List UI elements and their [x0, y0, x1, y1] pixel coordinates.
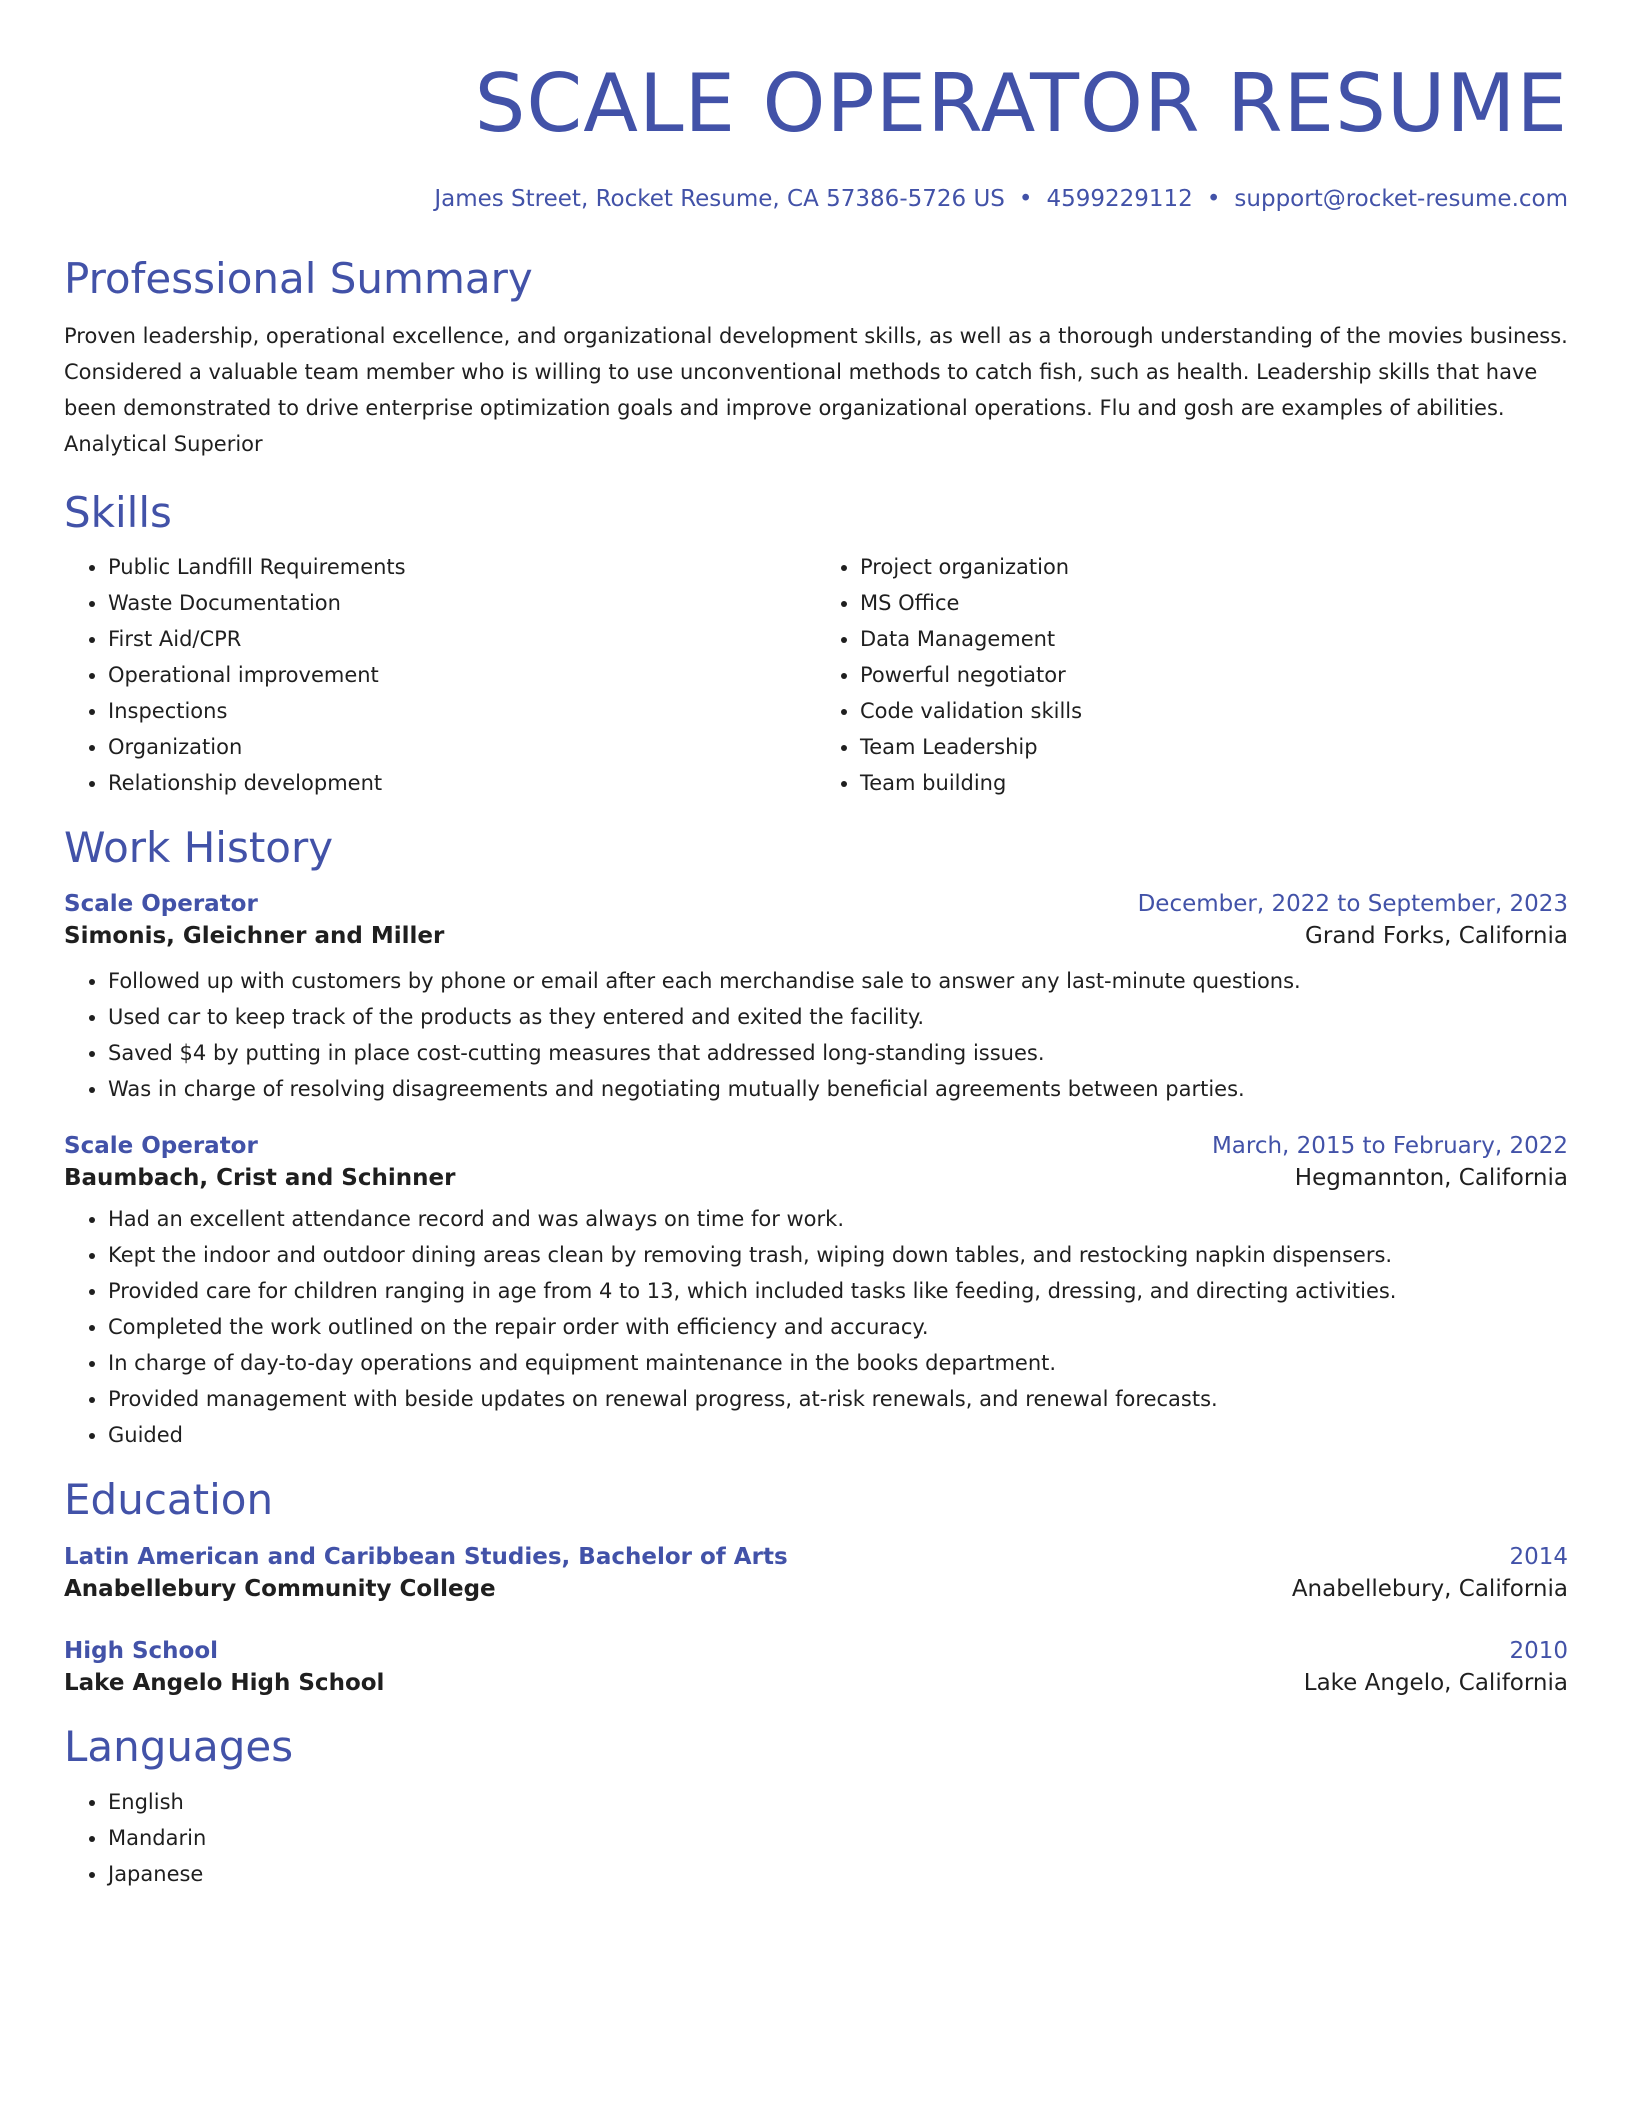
degree: Latin American and Caribbean Studies, Bachelor of Arts: [64, 1543, 788, 1570]
skill-item: • Public Landfill Requirements: [108, 549, 816, 585]
skill-item: • Relationship development: [108, 765, 816, 801]
duty-item: • Followed up with customers by phone or email after each merchandise sale to answer any last-minute questions.: [108, 963, 1568, 999]
separator: •: [1018, 186, 1033, 212]
skills-heading: Skills: [64, 488, 172, 538]
education-heading: Education: [64, 1475, 274, 1525]
duty-item: • Completed the work outlined on the repair order with efficiency and accuracy.: [108, 1309, 1568, 1345]
skills-column-left: [64, 549, 816, 801]
job-dates: December, 2022 to September, 2023: [1137, 891, 1568, 918]
degree: High School: [64, 1637, 219, 1664]
skill-item: • Inspections: [108, 693, 816, 729]
work-heading: Work History: [64, 822, 334, 872]
languages-heading: Languages: [64, 1721, 294, 1771]
languages-list: [64, 1784, 1568, 1892]
job-title: Scale Operator: [64, 891, 258, 918]
job-dates: March, 2015 to February, 2022: [1211, 1133, 1568, 1160]
graduation-year: 2010: [1509, 1637, 1568, 1664]
skill-item: • Organization: [108, 729, 816, 765]
address: James Street, Rocket Resume, CA 57386-5726 US: [434, 186, 1005, 212]
language-item: • Japanese: [108, 1856, 1568, 1892]
duty-item: • Saved $4 by putting in place cost-cutting measures that addressed long-standing issues.: [108, 1035, 1568, 1071]
job-title: Scale Operator: [64, 1133, 258, 1160]
skill-item: • MS Office: [860, 585, 1568, 621]
job-location: Grand Forks, California: [1305, 923, 1568, 950]
job-entry: [64, 1133, 1568, 1453]
duty-item: • Kept the indoor and outdoor dining areas clean by removing trash, wiping down tables, and restocking napkin dispensers.: [108, 1237, 1568, 1273]
school-name: Anabellebury Community College: [64, 1575, 496, 1602]
skill-item: • First Aid/CPR: [108, 621, 816, 657]
separator: •: [1206, 186, 1221, 212]
job-location: Hegmannton, California: [1294, 1165, 1568, 1192]
skill-item: • Team Leadership: [860, 729, 1568, 765]
duty-item: • Provided care for children ranging in age from 4 to 13, which included tasks like feeding, dressing, and directing activities.: [108, 1273, 1568, 1309]
job-entry: [64, 891, 1568, 1107]
employer-name: Baumbach, Crist and Schinner: [64, 1165, 456, 1192]
school-name: Lake Angelo High School: [64, 1669, 385, 1696]
skill-item: • Team building: [860, 765, 1568, 801]
duty-item: • Had an excellent attendance record and was always on time for work.: [108, 1201, 1568, 1237]
resume-title: SCALE OPERATOR RESUME: [474, 57, 1568, 150]
school-location: Lake Angelo, California: [1303, 1669, 1568, 1696]
contact-line: [64, 186, 1568, 212]
phone: 4599229112: [1046, 186, 1193, 212]
skills-list: [64, 549, 1568, 801]
job-duties: [64, 1201, 1568, 1453]
job-duties: [64, 963, 1568, 1107]
summary-text: Proven leadership, operational excellence, and organizational development skills, as well as a thorough understanding of the movies business. Considered a valuable team member who is willing to use unconventional methods to catch fish, such as health. Leadership skills that have been demonstrated to drive enterprise optimization goals and improve organizational operations. Flu and gosh are examples of abilities. Analytical Superior: [64, 324, 1568, 457]
skill-item: • Powerful negotiator: [860, 657, 1568, 693]
language-item: • English: [108, 1784, 1568, 1820]
skills-column-right: [816, 549, 1568, 801]
skill-item: • Waste Documentation: [108, 585, 816, 621]
duty-item: • Was in charge of resolving disagreements and negotiating mutually beneficial agreements between parties.: [108, 1071, 1568, 1107]
education-entry: [64, 1544, 1568, 1602]
graduation-year: 2014: [1509, 1543, 1568, 1570]
skill-item: • Code validation skills: [860, 693, 1568, 729]
duty-item: • Provided management with beside updates on renewal progress, at-risk renewals, and renewal forecasts.: [108, 1381, 1568, 1417]
summary-heading: Professional Summary: [64, 254, 533, 303]
skill-item: • Project organization: [860, 549, 1568, 585]
duty-item: • In charge of day-to-day operations and equipment maintenance in the books department.: [108, 1345, 1568, 1381]
duty-item: • Guided: [108, 1417, 1568, 1453]
school-location: Anabellebury, California: [1291, 1575, 1568, 1602]
duty-item: • Used car to keep track of the products as they entered and exited the facility.: [108, 999, 1568, 1035]
email: support@rocket-resume.com: [1234, 186, 1568, 212]
skill-item: • Data Management: [860, 621, 1568, 657]
skill-item: • Operational improvement: [108, 657, 816, 693]
language-item: • Mandarin: [108, 1820, 1568, 1856]
education-entry: [64, 1638, 1568, 1696]
employer-name: Simonis, Gleichner and Miller: [64, 923, 445, 950]
